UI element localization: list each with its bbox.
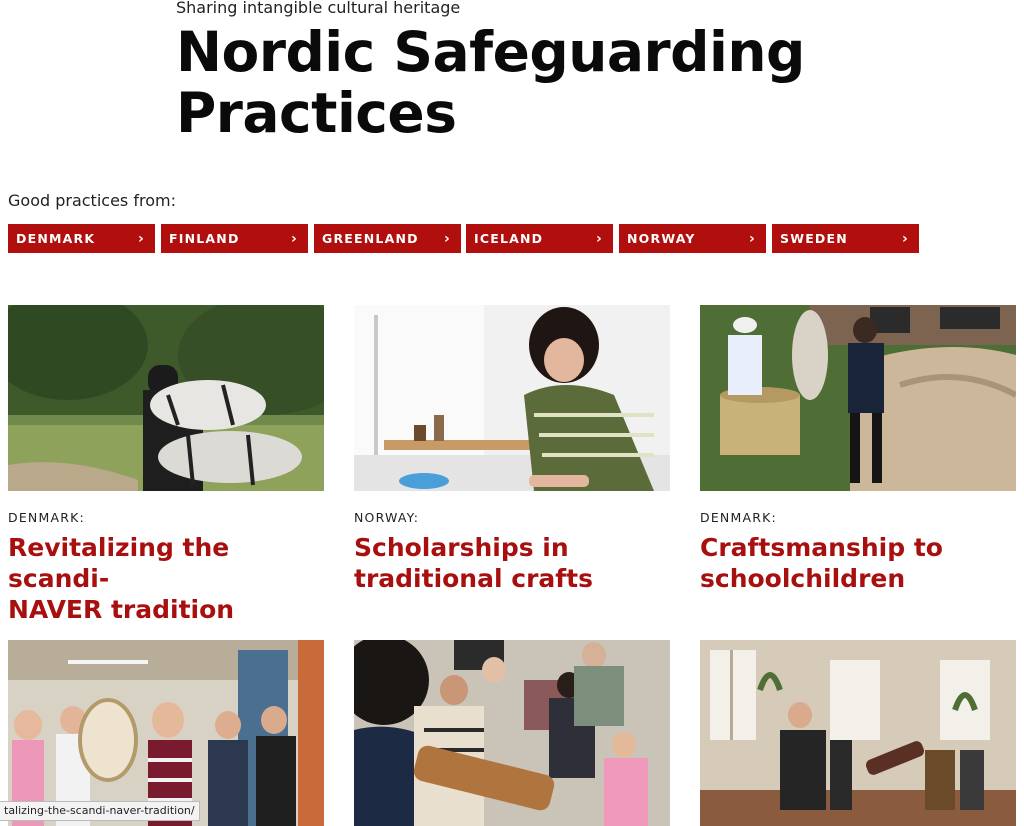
- country-button-denmark[interactable]: [8, 224, 155, 253]
- card-title-link[interactable]: [700, 532, 1016, 594]
- card-country: NORWAY:: [354, 510, 420, 525]
- card-image-musician[interactable]: [700, 640, 1016, 826]
- card-image-children-drum[interactable]: [8, 640, 324, 826]
- card-image-nyckelharpa[interactable]: [354, 640, 670, 826]
- page-title: [176, 22, 805, 144]
- country-button-label: ICELAND: [474, 231, 544, 246]
- chevron-right-icon: ›: [749, 230, 756, 247]
- card-title-line-1: Revitalizing the scandi-: [8, 533, 230, 593]
- card-image-naver[interactable]: [8, 305, 324, 491]
- card-country: DENMARK:: [700, 510, 777, 525]
- country-button-label: FINLAND: [169, 231, 240, 246]
- card-title-line-2: schoolchildren: [700, 564, 906, 593]
- chevron-right-icon: ›: [291, 230, 298, 247]
- country-button-iceland[interactable]: [466, 224, 613, 253]
- country-button-finland[interactable]: [161, 224, 308, 253]
- subtitle: Sharing intangible cultural heritage: [176, 0, 461, 17]
- chevron-right-icon: ›: [138, 230, 145, 247]
- country-button-label: GREENLAND: [322, 231, 419, 246]
- good-practices-label: Good practices from:: [8, 191, 176, 210]
- card-title-line-1: Craftsmanship to: [700, 533, 943, 562]
- outdoor-clay-work-photo: [700, 305, 1016, 491]
- status-bar-url: talizing-the-scandi-naver-tradition/: [0, 801, 200, 821]
- chevron-right-icon: ›: [902, 230, 909, 247]
- card-title-link[interactable]: [354, 532, 670, 594]
- card-title-line-2: NAVER tradition: [8, 595, 235, 624]
- woman-crafting-photo: [354, 305, 670, 491]
- person-with-rolled-bags-photo: [8, 305, 324, 491]
- musician-in-room-photo: [700, 640, 1016, 826]
- chevron-right-icon: ›: [444, 230, 451, 247]
- card-title-line-1: Scholarships in: [354, 533, 569, 562]
- country-button-greenland[interactable]: [314, 224, 461, 253]
- children-with-drum-photo: [8, 640, 324, 826]
- card-image-craftsmanship[interactable]: [700, 305, 1016, 491]
- country-button-label: SWEDEN: [780, 231, 848, 246]
- children-playing-nyckelharpa-photo: [354, 640, 670, 826]
- page-title-line-1: Nordic Safeguarding: [176, 20, 805, 84]
- card-title-line-2: traditional crafts: [354, 564, 593, 593]
- card-image-scholarships[interactable]: [354, 305, 670, 491]
- country-button-norway[interactable]: [619, 224, 766, 253]
- page-title-line-2: Practices: [176, 81, 457, 145]
- country-button-label: DENMARK: [16, 231, 96, 246]
- chevron-right-icon: ›: [596, 230, 603, 247]
- country-button-sweden[interactable]: [772, 224, 919, 253]
- country-button-label: NORWAY: [627, 231, 696, 246]
- card-title-link[interactable]: [8, 532, 324, 625]
- card-country: DENMARK:: [8, 510, 85, 525]
